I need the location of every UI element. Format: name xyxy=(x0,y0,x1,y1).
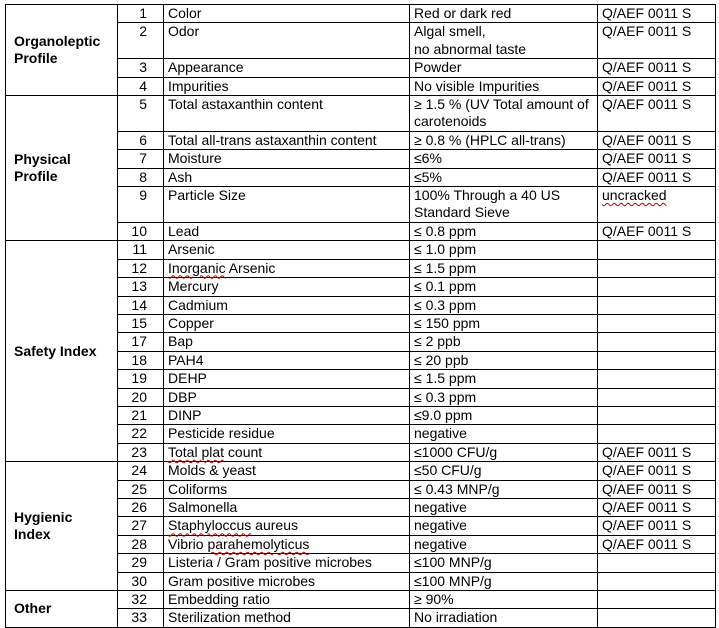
row-number: 12 xyxy=(118,259,164,277)
test-method xyxy=(598,187,716,223)
test-method: Q/AEF 0011 S xyxy=(598,443,716,461)
row-number: 2 xyxy=(118,23,164,59)
item-name: Staphyloccus aureus xyxy=(164,517,410,535)
test-method xyxy=(598,591,716,609)
item-name: Molds & yeast xyxy=(164,462,410,480)
spec-value: ≥ 90% xyxy=(410,591,598,609)
test-method xyxy=(598,388,716,406)
row-number: 22 xyxy=(118,425,164,443)
row-number: 7 xyxy=(118,150,164,168)
spec-value: negative xyxy=(410,425,598,443)
test-method xyxy=(598,572,716,590)
row-number: 8 xyxy=(118,168,164,186)
group-label-hygienic-index: Hygienic Index xyxy=(6,462,118,591)
item-name: DEHP xyxy=(164,370,410,388)
spec-value: ≤ 20 ppb xyxy=(410,351,598,369)
group-label-physical-profile: Physical Profile xyxy=(6,96,118,241)
row-number: 19 xyxy=(118,370,164,388)
spellcheck-mark: Staphyloccus xyxy=(168,517,252,534)
group-label-safety-index: Safety Index xyxy=(6,241,118,462)
spec-value: ≤ 0.8 ppm xyxy=(410,222,598,240)
item-name: Arsenic xyxy=(164,241,410,259)
item-name: DINP xyxy=(164,406,410,424)
item-name: Cadmium xyxy=(164,296,410,314)
item-name: Copper xyxy=(164,314,410,332)
row-number: 5 xyxy=(118,96,164,132)
item-name: DBP xyxy=(164,388,410,406)
test-method: Q/AEF 0011 S xyxy=(598,480,716,498)
spec-value: ≤ 1.0 ppm xyxy=(410,241,598,259)
row-number: 33 xyxy=(118,609,164,627)
spec-value: ≤1000 CFU/g xyxy=(410,443,598,461)
test-method xyxy=(598,241,716,259)
row-number: 10 xyxy=(118,222,164,240)
spec-value: negative xyxy=(410,498,598,516)
test-method xyxy=(598,406,716,424)
spellcheck-mark: Total plat xyxy=(168,443,225,460)
spec-value: negative xyxy=(410,535,598,553)
row-number: 24 xyxy=(118,462,164,480)
spec-value: ≤100 MNP/g xyxy=(410,572,598,590)
test-method: Q/AEF 0011 S xyxy=(598,131,716,149)
spellcheck-mark: uncracked xyxy=(602,187,667,204)
item-name: Total plat count xyxy=(164,443,410,461)
test-method xyxy=(598,370,716,388)
spec-value: No irradiation xyxy=(410,609,598,627)
spec-value: No visible Impurities xyxy=(410,77,598,95)
item-name: PAH4 xyxy=(164,351,410,369)
item-name: Ash xyxy=(164,168,410,186)
spec-value: ≤ 150 ppm xyxy=(410,314,598,332)
table-row xyxy=(6,462,716,480)
item-name: Listeria / Gram positive microbes xyxy=(164,554,410,572)
group-label-other: Other xyxy=(6,591,118,628)
table-row xyxy=(6,591,716,609)
item-name: Impurities xyxy=(164,77,410,95)
spec-value: Algal smell, no abnormal taste xyxy=(410,23,598,59)
row-number: 11 xyxy=(118,241,164,259)
test-method xyxy=(598,351,716,369)
test-method: Q/AEF 0011 S xyxy=(598,462,716,480)
test-method: Q/AEF 0011 S xyxy=(598,517,716,535)
spec-value: negative xyxy=(410,517,598,535)
spec-value: ≤100 MNP/g xyxy=(410,554,598,572)
item-name: Appearance xyxy=(164,59,410,77)
item-name: Moisture xyxy=(164,150,410,168)
spec-value: Powder xyxy=(410,59,598,77)
row-number: 23 xyxy=(118,443,164,461)
item-name: Inorganic Arsenic xyxy=(164,259,410,277)
spec-value: ≤9.0 ppm xyxy=(410,406,598,424)
spec-value: ≥ 1.5 % (UV Total amount of carotenoids xyxy=(410,96,598,132)
item-name: Odor xyxy=(164,23,410,59)
row-number: 3 xyxy=(118,59,164,77)
item-name: Salmonella xyxy=(164,498,410,516)
row-number: 1 xyxy=(118,5,164,23)
row-number: 20 xyxy=(118,388,164,406)
row-number: 4 xyxy=(118,77,164,95)
test-method xyxy=(598,609,716,627)
row-number: 17 xyxy=(118,333,164,351)
row-number: 29 xyxy=(118,554,164,572)
test-method xyxy=(598,333,716,351)
specification-table xyxy=(5,4,716,628)
test-method xyxy=(598,425,716,443)
item-name: Bap xyxy=(164,333,410,351)
spellcheck-mark: Inorganic xyxy=(168,259,226,276)
spec-value: ≤ 0.3 ppm xyxy=(410,388,598,406)
test-method: Q/AEF 0011 S xyxy=(598,77,716,95)
test-method xyxy=(598,259,716,277)
row-number: 25 xyxy=(118,480,164,498)
table-row xyxy=(6,5,716,23)
row-number: 9 xyxy=(118,187,164,223)
test-method xyxy=(598,278,716,296)
item-name: Sterilization method xyxy=(164,609,410,627)
test-method: Q/AEF 0011 S xyxy=(598,5,716,23)
test-method: Q/AEF 0011 S xyxy=(598,23,716,59)
row-number: 14 xyxy=(118,296,164,314)
spec-value: ≤ 2 ppb xyxy=(410,333,598,351)
spec-value: 100% Through a 40 US Standard Sieve xyxy=(410,187,598,223)
test-method: Q/AEF 0011 S xyxy=(598,59,716,77)
row-number: 15 xyxy=(118,314,164,332)
row-number: 28 xyxy=(118,535,164,553)
item-name: Total all-trans astaxanthin content xyxy=(164,131,410,149)
spellcheck-mark: parahemolyticus xyxy=(207,535,310,552)
spec-value: ≤ 0.1 ppm xyxy=(410,278,598,296)
item-name: Embedding ratio xyxy=(164,591,410,609)
row-number: 13 xyxy=(118,278,164,296)
item-name: Particle Size xyxy=(164,187,410,223)
spec-value: ≤5% xyxy=(410,168,598,186)
spec-value: ≤ 0.43 MNP/g xyxy=(410,480,598,498)
table-row xyxy=(6,241,716,259)
spec-value: ≥ 0.8 % (HPLC all-trans) xyxy=(410,131,598,149)
item-name: Vibrio parahemolyticus xyxy=(164,535,410,553)
row-number: 26 xyxy=(118,498,164,516)
group-label-organoleptic-profile: Organoleptic Profile xyxy=(6,5,118,96)
row-number: 32 xyxy=(118,591,164,609)
row-number: 18 xyxy=(118,351,164,369)
test-method: Q/AEF 0011 S xyxy=(598,222,716,240)
spec-value: ≤6% xyxy=(410,150,598,168)
spec-value: ≤ 0.3 ppm xyxy=(410,296,598,314)
row-number: 27 xyxy=(118,517,164,535)
spec-value: ≤ 1.5 ppm xyxy=(410,370,598,388)
spec-value: Red or dark red xyxy=(410,5,598,23)
spec-value: ≤ 1.5 ppm xyxy=(410,259,598,277)
item-name: Mercury xyxy=(164,278,410,296)
test-method xyxy=(598,296,716,314)
table-row xyxy=(6,96,716,132)
item-name: Pesticide residue xyxy=(164,425,410,443)
test-method: Q/AEF 0011 S xyxy=(598,168,716,186)
row-number: 21 xyxy=(118,406,164,424)
item-name: Total astaxanthin content xyxy=(164,96,410,132)
item-name: Coliforms xyxy=(164,480,410,498)
spec-value: ≤50 CFU/g xyxy=(410,462,598,480)
test-method: Q/AEF 0011 S xyxy=(598,150,716,168)
test-method: Q/AEF 0011 S xyxy=(598,535,716,553)
item-name: Lead xyxy=(164,222,410,240)
test-method xyxy=(598,314,716,332)
test-method: Q/AEF 0011 S xyxy=(598,498,716,516)
item-name: Color xyxy=(164,5,410,23)
test-method: Q/AEF 0011 S xyxy=(598,96,716,132)
item-name: Gram positive microbes xyxy=(164,572,410,590)
test-method xyxy=(598,554,716,572)
row-number: 6 xyxy=(118,131,164,149)
row-number: 30 xyxy=(118,572,164,590)
